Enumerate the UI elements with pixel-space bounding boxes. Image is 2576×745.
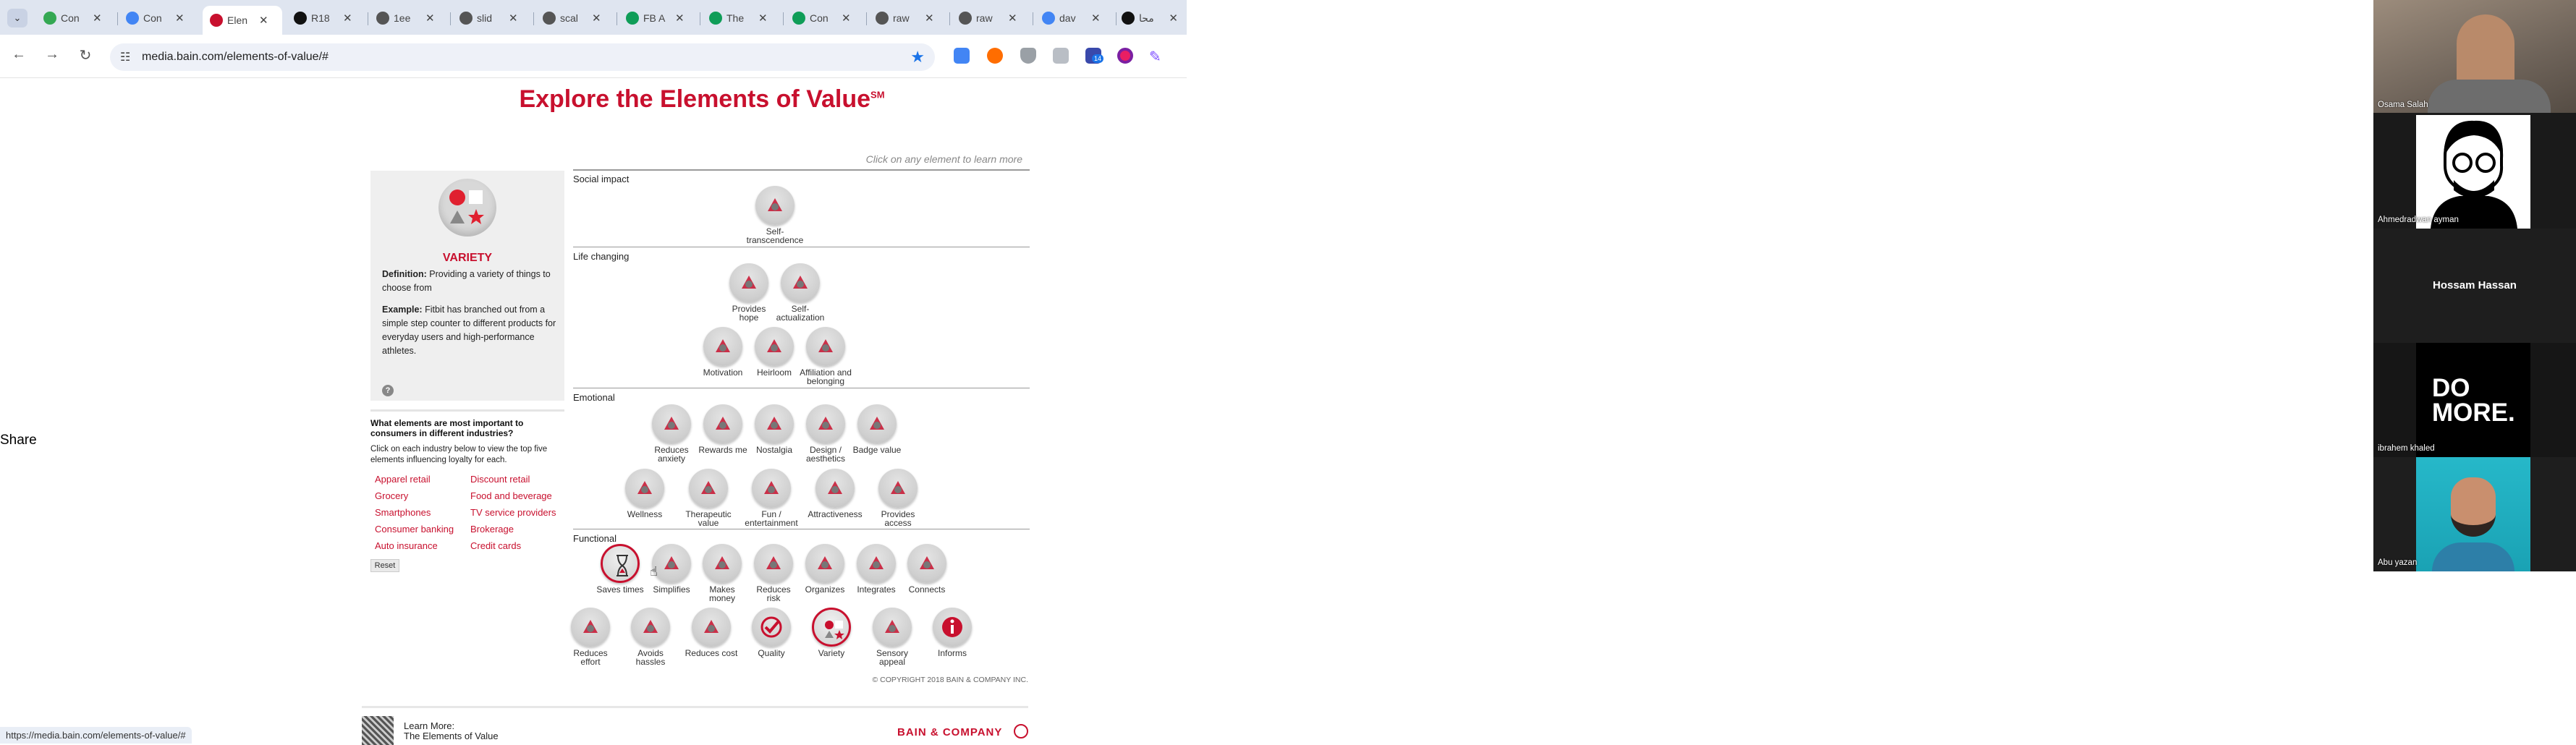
people-circle-icon [806,327,845,366]
element-label: Affiliation and belonging [800,367,852,386]
browser-tab[interactable] [287,7,366,30]
browser-tab[interactable] [619,7,698,30]
service-mark: SM [870,89,885,101]
report-cover-thumbnail[interactable] [362,716,394,745]
arrow-left-icon: ← [12,46,26,62]
globe-icon [459,12,473,25]
industry-link[interactable]: Discount retail [470,474,530,485]
tab-title: 1ee [394,12,411,24]
element-connects[interactable] [898,544,956,594]
gift-icon [703,404,742,443]
share-link[interactable]: Share [0,433,37,448]
industries-heading: What elements are most important to consumers in different industries? [370,418,524,438]
meeting-participants [1187,0,2517,745]
industry-link[interactable]: Apparel retail [375,474,431,485]
element-label: Informs [937,648,967,658]
element-nostalgia[interactable] [745,404,803,454]
element-label: Reduces effort [573,648,608,667]
mountain-climber-icon [755,186,795,225]
chatgpt-icon [1122,12,1135,25]
selected-element-name: VARIETY [442,252,493,264]
address-bar[interactable] [110,43,935,71]
element-label: Wellness [627,509,663,519]
tab-separator [866,12,867,25]
element-self-actualization[interactable] [771,263,829,322]
tab-title: slid [477,12,493,24]
tab-title: محا [1139,12,1154,24]
element-label: Sensory appeal [876,648,909,667]
section-label-functional: Functional [573,533,617,544]
slingshot-icon [631,608,670,647]
tab-title: R18 [311,12,330,24]
participant-name: Osama Salah [2378,101,2428,109]
bain-icon [210,14,223,27]
panel-divider [370,409,564,412]
palette-icon [806,404,845,443]
industry-link[interactable]: Food and beverage [470,490,552,501]
tab-separator [450,12,451,25]
element-wellness[interactable] [616,469,674,519]
bandage-icon [754,544,793,583]
tab-title: raw [893,12,910,24]
browser-tab[interactable] [36,7,116,30]
link-status-bar: https://media.bain.com/elements-of-value/# [0,727,192,744]
element-label: Fun / entertainment [745,509,798,528]
screen-recorder-icon[interactable] [1117,48,1133,64]
element-informs[interactable] [923,608,981,657]
heartbeat-icon [625,469,664,508]
tab-title: The [726,12,745,24]
browser-tab[interactable] [868,7,948,30]
google-icon [1042,12,1055,25]
participant-tile[interactable] [2373,113,2576,229]
bain-brand[interactable]: BAIN & COMPANY [897,726,1003,738]
element-reduces-effort[interactable] [562,608,619,666]
shield-icon[interactable] [1020,48,1036,64]
google-sheets-icon [626,12,639,25]
element-definition [382,268,559,295]
element-label: Self- transcendence [746,226,804,245]
pen-icon[interactable]: ✎ [1149,49,1161,65]
element-label: Avoids hassles [635,648,666,667]
participant-name: Ahmedradwan ayman [2378,216,2459,224]
close-tab-icon[interactable]: ✕ [592,12,601,25]
close-tab-icon[interactable]: ✕ [509,12,518,25]
element-avoids-hassles[interactable] [622,608,679,666]
tile-slogan: DO MORE. [2432,374,2515,427]
industry-link[interactable]: Consumer banking [375,524,454,535]
element-attractiveness[interactable] [806,469,864,519]
bookmark-star-icon[interactable]: ★ [910,48,925,66]
element-label: Heirloom [756,367,792,378]
element-label: Provides access [881,509,915,528]
participant-tile[interactable] [2373,457,2576,571]
example-text: Fitbit has branched out from a simple step counter to different products for everyday users and high-performance athletes. [382,305,556,356]
element-self-transcendence[interactable] [746,186,804,244]
arrows-merge-icon [652,544,691,583]
tab-title: FB A [643,12,666,24]
learn-more-label: Learn More: [404,720,455,731]
definition-label: Definition: [382,269,427,279]
tab-title: Con [810,12,829,24]
learn-more-link[interactable]: The Elements of Value [404,731,499,741]
element-fun-entertainment[interactable] [742,469,800,527]
door-icon [878,469,918,508]
google-translate-icon[interactable] [954,48,970,64]
element-label: Quality [758,648,785,658]
magnet-icon [815,469,855,508]
close-tab-icon[interactable]: ✕ [1008,12,1017,25]
close-tab-icon[interactable]: ✕ [93,12,102,25]
page-title-text: Explore the Elements of Value [519,85,871,113]
avatar [2416,115,2530,229]
participant-video [2416,343,2530,457]
section-label-emotional: Emotional [573,392,615,403]
participant-tile[interactable] [2373,0,2576,113]
google-drive-icon [43,12,56,25]
element-organizes[interactable] [796,544,854,594]
industry-link[interactable]: Smartphones [375,507,431,518]
participant-name: Abu yazan [2378,558,2418,567]
coins-icon [692,608,731,647]
element-variety[interactable] [802,608,860,657]
browser-tab[interactable] [452,7,532,30]
tab-search-button[interactable]: ⌄ [7,9,27,27]
chat-bubbles-icon [752,469,791,508]
tab-title: Con [143,12,162,24]
script-icon [873,608,912,647]
participant-video [2416,457,2530,571]
browser-tab[interactable] [785,7,865,30]
industry-link[interactable]: Brokerage [470,524,514,535]
hbr-icon [294,12,307,25]
participant-name: ibrahem khaled [2378,444,2435,453]
tab-separator [533,12,534,25]
element-therapeutic-value[interactable] [679,469,737,527]
google-docs-icon [126,12,139,25]
element-reduces-risk[interactable] [745,544,802,603]
element-provides-access[interactable] [869,469,927,527]
checkmark-icon [752,608,791,647]
browser-window [0,0,1187,745]
browser-tab[interactable] [1035,7,1114,30]
example-label: Example: [382,305,423,315]
browser-tab[interactable] [702,7,781,30]
element-reduces-cost[interactable] [682,608,740,657]
element-detail-panel [370,171,564,401]
element-label: Makes money [708,584,736,603]
browser-tab[interactable] [1114,7,1185,30]
graduation-cap-icon[interactable] [1085,48,1101,64]
network-icon [907,544,946,583]
element-sensory-appeal[interactable] [863,608,921,666]
element-label: Reduces risk [756,584,791,603]
participant-face [2451,477,2496,537]
tab-title: scal [560,12,578,24]
close-tab-icon[interactable]: ✕ [675,12,685,25]
browser-tab[interactable] [369,7,449,30]
element-label: Provides hope [732,304,766,323]
shapes-icon [812,608,851,647]
hourglass-icon [601,544,640,583]
element-label: Simplifies [653,584,690,595]
close-tab-icon[interactable]: ✕ [1091,12,1101,25]
runner-icon [703,327,742,366]
folder-icon [805,544,844,583]
element-label: Therapeutic value [685,509,732,528]
back-button[interactable] [9,46,29,63]
element-label: Badge value [852,445,902,455]
money-bag-icon [703,544,742,583]
industry-link[interactable]: Credit cards [470,540,522,551]
element-rewards-me[interactable] [694,404,752,454]
tab-separator [117,12,118,25]
avatar-icon [2416,115,2530,229]
bain-logo-icon [1014,724,1028,738]
globe-icon [876,12,889,25]
footer-divider [362,706,1028,708]
definition-text: Providing a variety of things to choose from [382,269,551,293]
browser-tab[interactable] [535,7,615,30]
browser-tab[interactable] [119,7,198,30]
instruction-hint: Click on any element to learn more [865,153,1022,165]
element-design-aesthetics[interactable] [797,404,855,463]
tab-title: Elen [227,14,248,26]
participant-body [2428,80,2551,113]
globe-icon [543,12,556,25]
industry-link[interactable]: TV service providers [470,507,556,518]
variety-shapes-icon [438,179,496,237]
close-tab-icon[interactable]: ✕ [175,12,185,25]
element-quality[interactable] [742,608,800,657]
url-text: media.bain.com/elements-of-value/# [142,51,329,63]
reset-button[interactable]: Reset [370,559,399,572]
element-label: Variety [818,648,845,658]
close-tab-icon[interactable]: ✕ [425,12,435,25]
tab-title: raw [976,12,993,24]
lever-icon [571,608,610,647]
element-badge-value[interactable] [848,404,906,454]
tab-separator [783,12,784,25]
element-provides-hope[interactable] [720,263,778,322]
diamond-icon [755,327,794,366]
industries-description: Click on each industry below to view the top five elements influencing loyalty for each. [370,445,548,464]
participant-tile[interactable] [2373,229,2576,343]
toolbar-divider [0,77,1187,78]
site-settings-icon[interactable]: ☷ [120,51,131,64]
info-icon [933,608,972,647]
element-label: Organizes [805,584,845,595]
summit-flag-icon [781,263,820,302]
element-label: Design / aesthetics [805,445,846,464]
copyright: © COPYRIGHT 2018 BAIN & COMPANY INC. [872,676,1028,684]
tab-bar [0,0,1187,35]
reload-button[interactable] [75,46,96,64]
participant-tile[interactable] [2373,343,2576,457]
element-affiliation-and-belonging[interactable] [797,327,855,386]
dove-icon [729,263,768,302]
element-makes-money[interactable] [693,544,751,603]
participant-shirt [2432,542,2514,571]
element-label: Reduces cost [685,648,738,658]
globe-icon [959,12,972,25]
element-reduces-anxiety[interactable] [643,404,700,463]
hand-cursor-icon: ☝ [650,564,658,579]
help-icon[interactable]: ? [382,385,394,396]
close-tab-icon[interactable]: ✕ [758,12,768,25]
participant-name-large: Hossam Hassan [2433,279,2517,291]
extension-orange-icon[interactable] [987,48,1003,64]
tab-title: dav [1059,12,1076,24]
extension-badge: 14 [1092,54,1103,63]
element-label: Connects [908,584,946,595]
browser-tab[interactable] [203,6,282,35]
leaf-icon [689,469,728,508]
element-label: Reduces anxiety [654,445,689,464]
element-saves-times[interactable] [591,544,649,594]
arrow-right-icon: → [45,46,59,62]
section-label-social-impact: Social impact [573,174,630,184]
element-label: Saves times [596,584,644,595]
browser-tab[interactable] [952,7,1031,30]
close-tab-icon[interactable]: ✕ [259,14,268,27]
page-title [507,85,897,114]
close-tab-icon[interactable]: ✕ [842,12,851,25]
tab-separator [949,12,950,25]
group-icon [857,404,897,443]
close-tab-icon[interactable]: ✕ [925,12,934,25]
element-label: Self- actualization [776,304,825,323]
element-motivation[interactable] [694,327,752,377]
tab-title: Con [61,12,80,24]
globe-icon [376,12,389,25]
down-arrows-icon [652,404,691,443]
reload-icon: ↻ [79,48,92,64]
google-sheets-icon [709,12,722,25]
element-label: Integrates [857,584,896,595]
radio-icon [755,404,794,443]
close-tab-icon[interactable]: ✕ [1169,12,1178,25]
google-sheets-icon [792,12,805,25]
forward-button[interactable] [42,46,62,63]
element-integrates[interactable] [847,544,905,594]
industry-link[interactable]: Auto insurance [375,540,438,551]
section-label-life-changing: Life changing [573,251,630,262]
puzzle-icon [857,544,896,583]
industry-link[interactable]: Grocery [375,490,409,501]
element-label: Rewards me [698,445,747,455]
hint-divider [573,169,1030,171]
element-label: Nostalgia [755,445,793,455]
element-example [382,303,559,358]
element-label: Attractiveness [808,509,863,519]
code-extension-icon[interactable] [1053,48,1069,64]
close-tab-icon[interactable]: ✕ [343,12,352,25]
element-label: Motivation [703,367,743,378]
element-heirloom[interactable] [745,327,803,377]
